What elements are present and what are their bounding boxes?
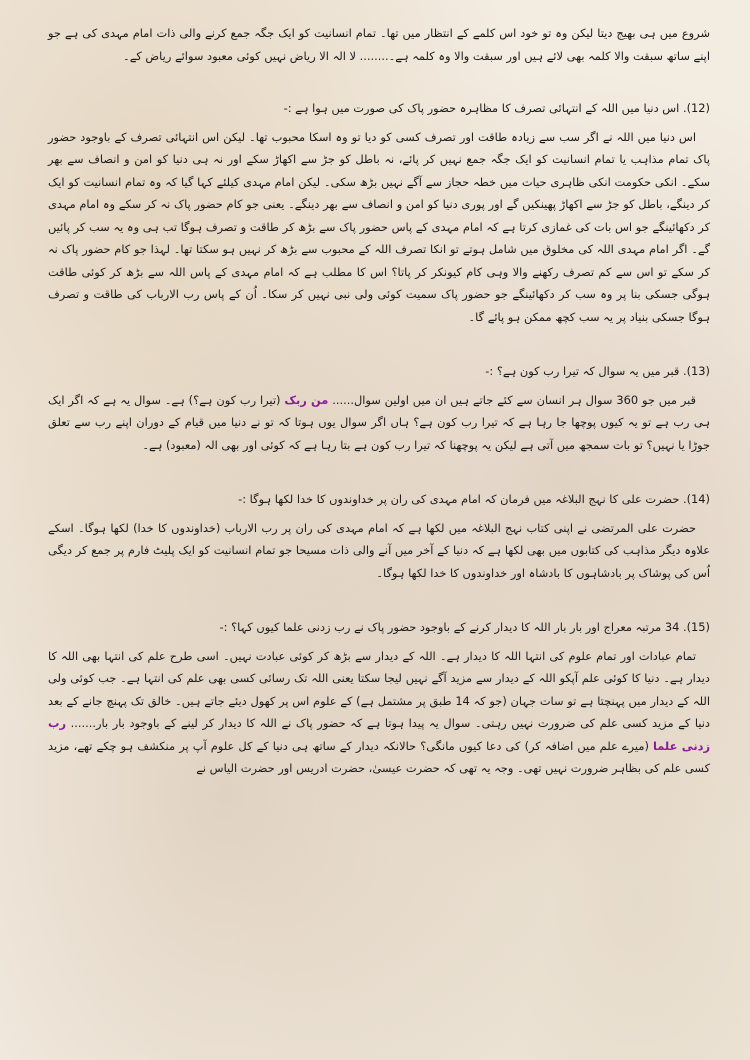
highlighted-phrase: من ربک (284, 392, 329, 407)
section-body (48, 389, 710, 457)
highlighted-phrase: رب زدنی علما (48, 716, 711, 753)
section-body-part: (میرے علم میں اضافہ کر) کی دعا کیوں مانگی؟ حالانکہ دیدار کے ساتھ ہی دنیا کے کل علوم آپ پر منکشف ہو چکے تھے، مزید کسی علم کی بظاہر ضرورت نہیں تھی۔ وجہ یہ تھی کہ حضرت عیسیٰ، حضرت ادریس اور حضرت الیاس نے (48, 738, 710, 775)
document-page (48, 22, 710, 1048)
section-14 (48, 488, 710, 584)
section-12 (48, 97, 710, 328)
section-body-part: (تیرا رب کون ہے؟) ہے۔ سوال یہ ہے کہ اگر ایک ہی رب ہے تو یہ کیوں پوچھا جا رہا ہے کہ تیرا رب کون ہے؟ ہاں اگر سوال یوں ہوتا کہ تو نے دنیا میں قیام کے دوران اپنے رب سے تعلق جوڑا یا نہیں؟ تو بات سمجھ میں آتی ہے لیکن یہ پوچھنا کہ تیرا رب کون ہے بتا رہا ہے کہ کوئی اور بھی الہ (معبود) ہے۔ (48, 392, 710, 452)
intro-paragraph: شروع میں ہی بھیج دیتا لیکن وہ تو خود اس کلمے کے انتظار میں تھا۔ تمام انسانیت کو ایک جگہ جمع کرنے والی ذات امام مہدی کی ہے جو اپنے ساتھ سبقت والا کلمہ بھی لائے ہیں اور سبقت والا وہ کلمہ ہے۔........ لا الہ الا ریاض نہیں کوئی معبود سوائے ریاض کے۔ (48, 26, 710, 63)
section-body: اس دنیا میں اللہ نے اگر سب سے زیادہ طاقت اور تصرف کسی کو دیا تو وہ اسکا محبوب تھا۔ لیکن اس انتہائی تصرف کے باوجود حضور پاک تمام مذاہب یا تمام انسانیت کو ایک جگہ جمع نہیں کر پائے، نہ باطل کو جڑ سے اکھاڑ سکے اور نہ ہی دنیا کو امن و انصاف سے بھر سکے۔ انکی حکومت انکی ظاہری حیات میں خطہ حجاز سے آگے نہیں بڑھ سکی۔ لیکن امام مہدی کیلئے کہا گیا کہ وہ تمام انسانیت کو ایک کر دینگے، باطل کو جڑ سے اکھاڑ پھینکیں گے اور پوری دنیا کو امن و انصاف سے بھر دینگے۔ یعنی جو کام حضور پاک نہ کر سکے وہ امام مہدی کر دکھائینگے جو اس بات کی غمازی کرتا ہے کہ امام مہدی کے پاس حضور پاک سے بڑھ کر طاقت و تصرف ہوگا تب ہی وہ یہ سب کر پائیں گے۔ اگر امام مہدی اللہ کی مخلوق میں شامل ہوتے تو انکا تصرف اللہ کے محبوب سے بڑھ کر نہیں ہو سکتا تھا۔ لہذا جو کام حضور پاک نہ کر سکے تو اس سے کم تصرف رکھنے والا وہی کام کیونکر کر پاتا؟ اس کا مطلب ہے کہ امام مہدی کے پاس اللہ سے بڑھ کر کوئی طاقت ہوگی جسکی بنا پر وہ سب کر دکھائینگے جو حضور پاک سمیت کوئی ولی نبی نہیں کر سکا۔ اُن کے پاس رب الارباب کی طاقت و تصرف ہوگا جسکی بنیاد پر یہ سب کچھ ممکن ہو پائے گا۔ (48, 129, 710, 324)
section-13 (48, 360, 710, 456)
section-body: حضرت علی المرتضی نے اپنی کتاب نہج البلاغہ میں لکھا ہے کہ امام مہدی کی ران پر رب الارباب (خداوندوں کا خدا) لکھا ہوگا۔ اسکے علاوہ دیگر مذاہب کی کتابوں میں بھی لکھا ہے کہ دنیا کے آخر میں آنے والی ذات مسیحا جو تمام انسانیت کو ایک پلیٹ فارم پر جمع کر دیگی اُس کی پوشاک پر بادشاہوں کا بادشاہ اور خداوندوں کا خدا لکھا ہوگا۔ (48, 520, 710, 580)
section-body-part: قبر میں جو 360 سوال ہر انسان سے کئے جاتے ہیں ان میں اولین سوال...... (332, 392, 696, 407)
section-heading: (15). 34 مرتبہ معراج اور بار بار اللہ کا دیدار کرنے کے باوجود حضور پاک نے رب زدنی علما کیوں کہا؟ :- (219, 620, 710, 634)
section-heading: (14). حضرت علی کا نہج البلاغہ میں فرمان کہ امام مہدی کی ران پر خداوندوں کا خدا لکھا ہوگا :- (238, 492, 710, 506)
section-heading: (12). اس دنیا میں اللہ کے انتہائی تصرف کا مظاہرہ حضور پاک کی صورت میں ہوا ہے :- (283, 101, 710, 115)
section-heading: (13). قبر میں یہ سوال کہ تیرا رب کون ہے؟ :- (485, 364, 710, 378)
section-body-part: تمام عبادات اور تمام علوم کی انتہا اللہ کا دیدار ہے۔ اللہ کے دیدار سے بڑھ کر کوئی عبادت نہیں۔ اسی طرح علم کی انتہا بھی اللہ کا دیدار ہے۔ دنیا کا کوئی علم آپکو اللہ کے دیدار سے مزید آگے نہیں لیجا سکتا یعنی اللہ تک رسائی کسی بھی علم کی انتہا ہے۔ جب کوئی ولی اللہ کے دیدار میں پہنچتا ہے تو سات جہان (جو کہ 14 طبق پر مشتمل ہے) کے علوم اس پر کھول دیئے جاتے ہیں۔ خالق تک پہنچ جانے کے بعد دنیا کے مزید کسی علم کی ضرورت نہیں رہتی۔ سوال یہ پیدا ہوتا ہے کہ حضور پاک نے اللہ کا دیدار کر لینے کے باوجود بار بار....... (48, 648, 711, 730)
section-body (48, 645, 710, 780)
section-15 (48, 616, 710, 780)
